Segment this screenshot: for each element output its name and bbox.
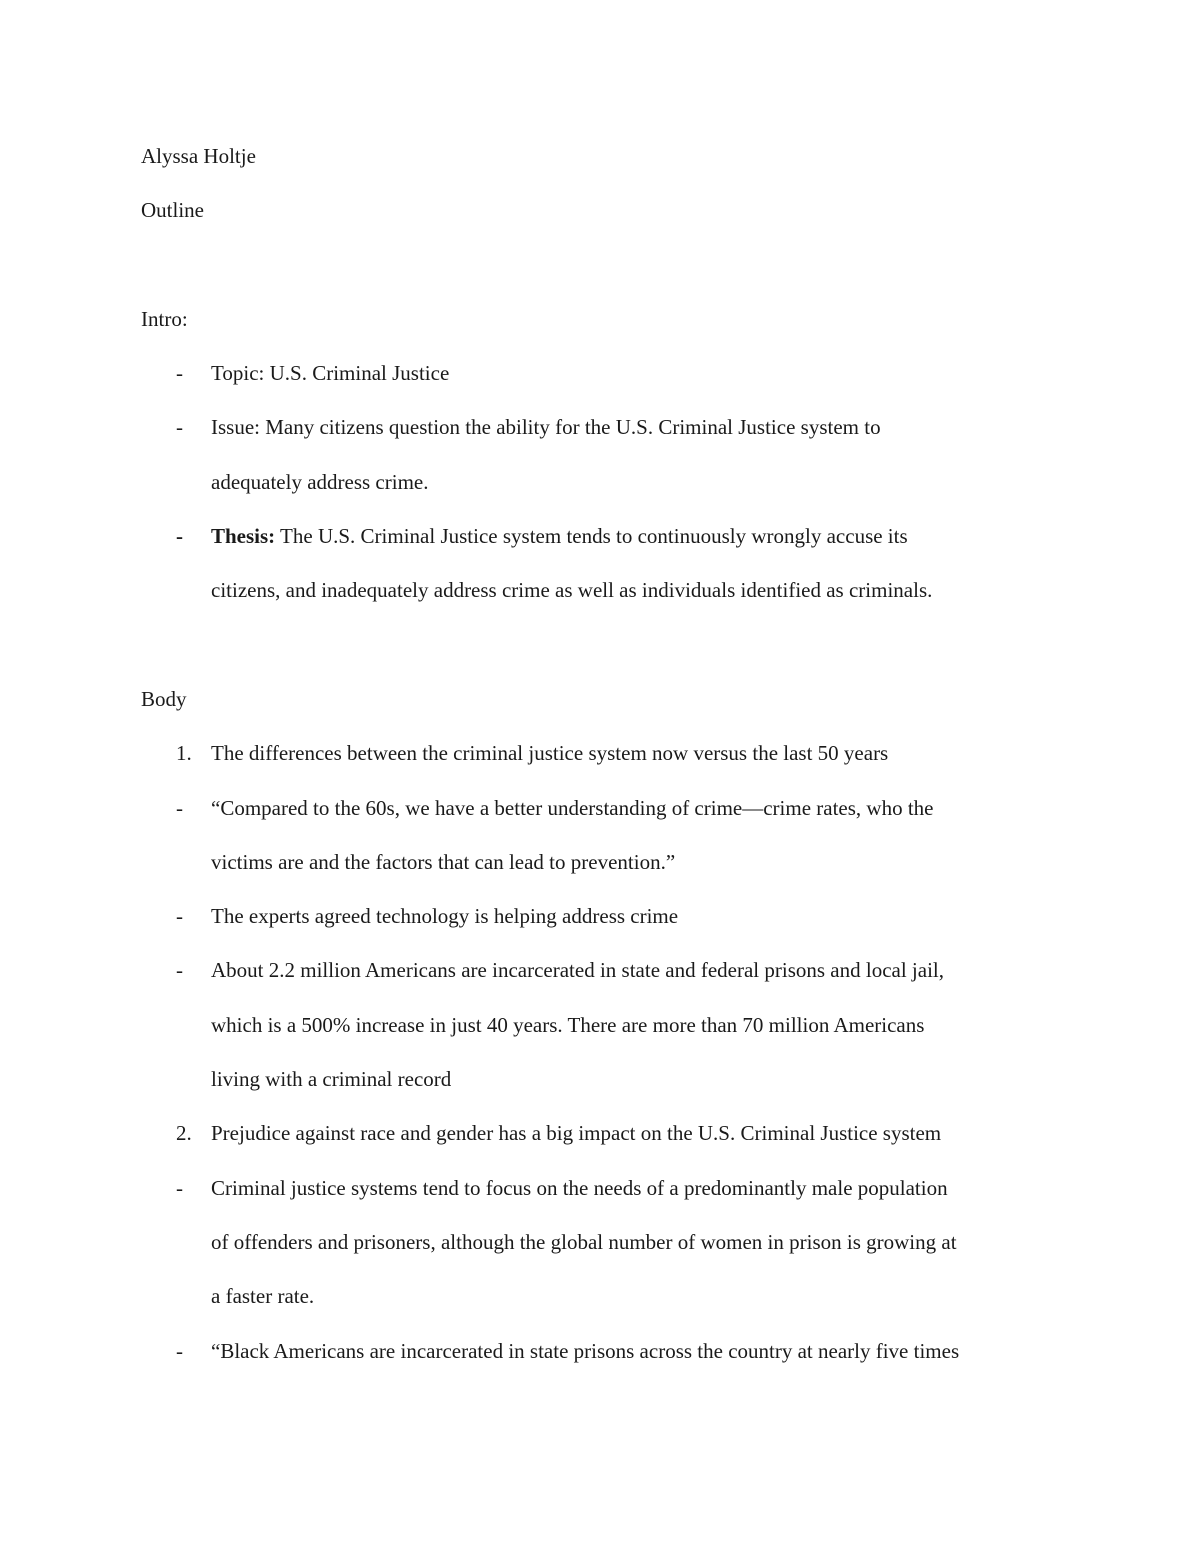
dash-bullet: -: [176, 1175, 183, 1200]
thesis-text: The U.S. Criminal Justice system tends to continuously wrongly accuse its: [275, 524, 908, 549]
dash-bullet: -: [176, 415, 183, 440]
blank-line: [141, 630, 1061, 684]
point-2-gender-text: Criminal justice systems tend to focus on the needs of a predominantly male population: [211, 1175, 948, 1200]
point-1-stat-continuation: living with a criminal record: [211, 1067, 452, 1092]
intro-issue-continuation: adequately address crime.: [211, 469, 429, 494]
point-1-quote-text: “Compared to the 60s, we have a better understanding of crime—crime rates, who the: [211, 795, 934, 820]
point-1-quote-continuation: victims are and the factors that can lead to prevention.”: [211, 849, 676, 874]
dash-bullet: -: [176, 361, 183, 386]
dash-bullet: -: [176, 795, 183, 820]
dash-bullet: -: [176, 1338, 183, 1363]
thesis-label: Thesis:: [211, 524, 276, 549]
point-2-gender-continuation: a faster rate.: [211, 1284, 315, 1309]
list-number: 1.: [176, 741, 192, 766]
intro-heading: Intro:: [141, 306, 188, 331]
blank-line: [141, 250, 1061, 304]
document-type: Outline: [141, 198, 204, 223]
intro-thesis-continuation: citizens, and inadequately address crime as well as individuals identified as criminals.: [211, 578, 933, 603]
intro-topic-item: [141, 358, 1061, 412]
body-point-1: [141, 738, 1061, 792]
intro-thesis-item: [141, 521, 1061, 575]
body-point-1-title: The differences between the criminal justice system now versus the last 50 years: [211, 741, 889, 766]
intro-issue-item: [141, 412, 1061, 466]
point-1-stat-text: About 2.2 million Americans are incarcerated in state and federal prisons and local jail,: [211, 958, 944, 983]
body-point-2-title: Prejudice against race and gender has a big impact on the U.S. Criminal Justice system: [211, 1121, 942, 1146]
dash-bullet: -: [176, 904, 183, 929]
point-1-quote-item: [141, 793, 1061, 847]
point-1-stat-continuation: which is a 500% increase in just 40 years. There are more than 70 million Americans: [211, 1012, 925, 1037]
point-2-race-text: “Black Americans are incarcerated in state prisons across the country at nearly five times: [211, 1338, 960, 1363]
point-2-gender-item: [141, 1173, 1061, 1227]
point-1-tech-item: [141, 901, 1061, 955]
document-page: [141, 141, 1061, 1390]
author-name: Alyssa Holtje: [141, 144, 256, 168]
body-heading: Body: [141, 686, 187, 711]
point-2-race-item: [141, 1336, 1061, 1390]
list-number: 2.: [176, 1121, 192, 1146]
body-point-2: [141, 1118, 1061, 1172]
point-1-stat-item: [141, 955, 1061, 1009]
intro-topic-text: Topic: U.S. Criminal Justice: [211, 361, 450, 386]
dash-bullet: -: [176, 524, 183, 549]
intro-issue-text: Issue: Many citizens question the ability for the U.S. Criminal Justice system to: [211, 415, 881, 440]
point-1-tech-text: The experts agreed technology is helping address crime: [211, 904, 679, 929]
point-2-gender-continuation: of offenders and prisoners, although the global number of women in prison is growing at: [211, 1229, 957, 1254]
dash-bullet: -: [176, 958, 183, 983]
